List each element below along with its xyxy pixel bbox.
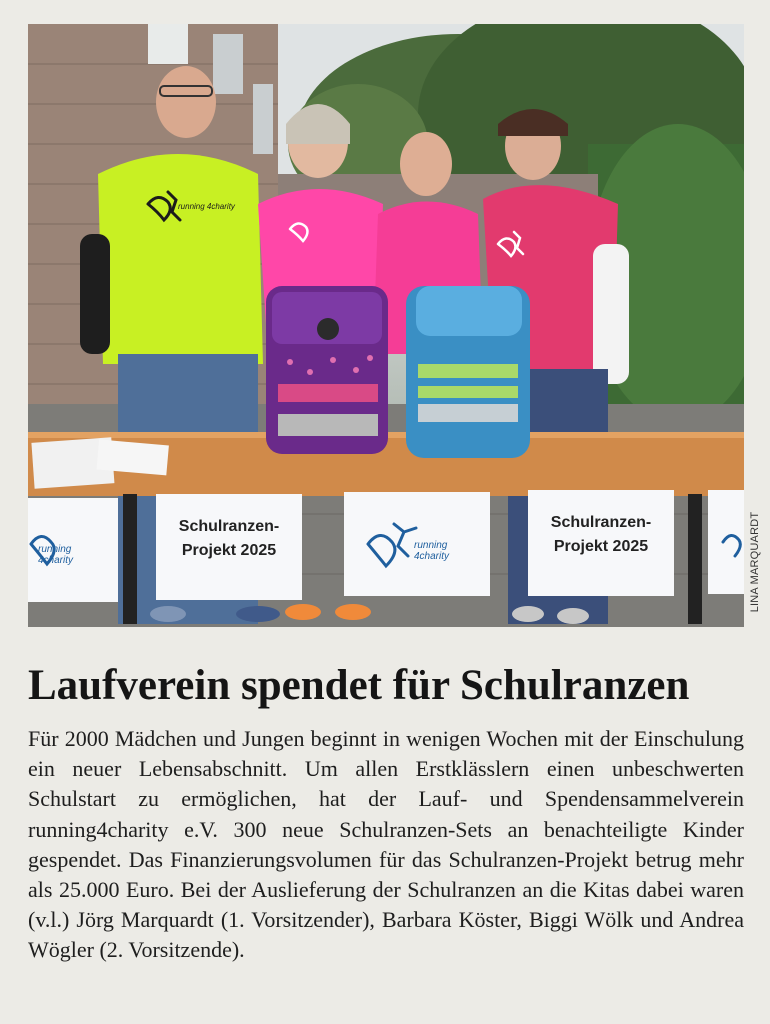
sign-project2-line2: Projekt 2025 [553,538,649,555]
sign-project-line1: Schulranzen- [178,518,280,535]
sign-left-logo-text: running 4charity [38,544,74,566]
photo-credit-text: LINA MARQUARDT [749,511,761,613]
photo-credit [748,500,762,624]
article-photo [28,24,744,627]
article-headline: Laufverein spendet für Schulranzen [28,662,690,709]
article-body: Für 2000 Mädchen und Jungen beginnt in wenigen Wochen mit der Einschulung ein neuer Lebensabschnitt. Um allen Erstklässlern einen unbeschwerten Schulstart zu ermöglichen, hat der Lauf- und Spendensammelverein running4charity e.V. 300 neue Schulranzen-Sets an benachteiligte Kinder gespendet. Das Finanzierungsvolumen für das Schulranzen-Projekt betrug mehr als 25.000 Euro. Bei der Auslieferung der Schulranzen an die Kitas dabei waren (v.l.) Jörg Marquardt (1. Vorsitzender), Barbara Köster, Biggi Wölk und Andrea Wögler (2. Vorsitzende). [28,726,744,963]
shirt-logo-text: running 4charity [178,202,235,211]
sign-project-line2: Projekt 2025 [181,542,277,559]
sign-center-logo-text: running 4charity [414,540,450,562]
sign-project2-line1: Schulranzen- [550,514,652,531]
